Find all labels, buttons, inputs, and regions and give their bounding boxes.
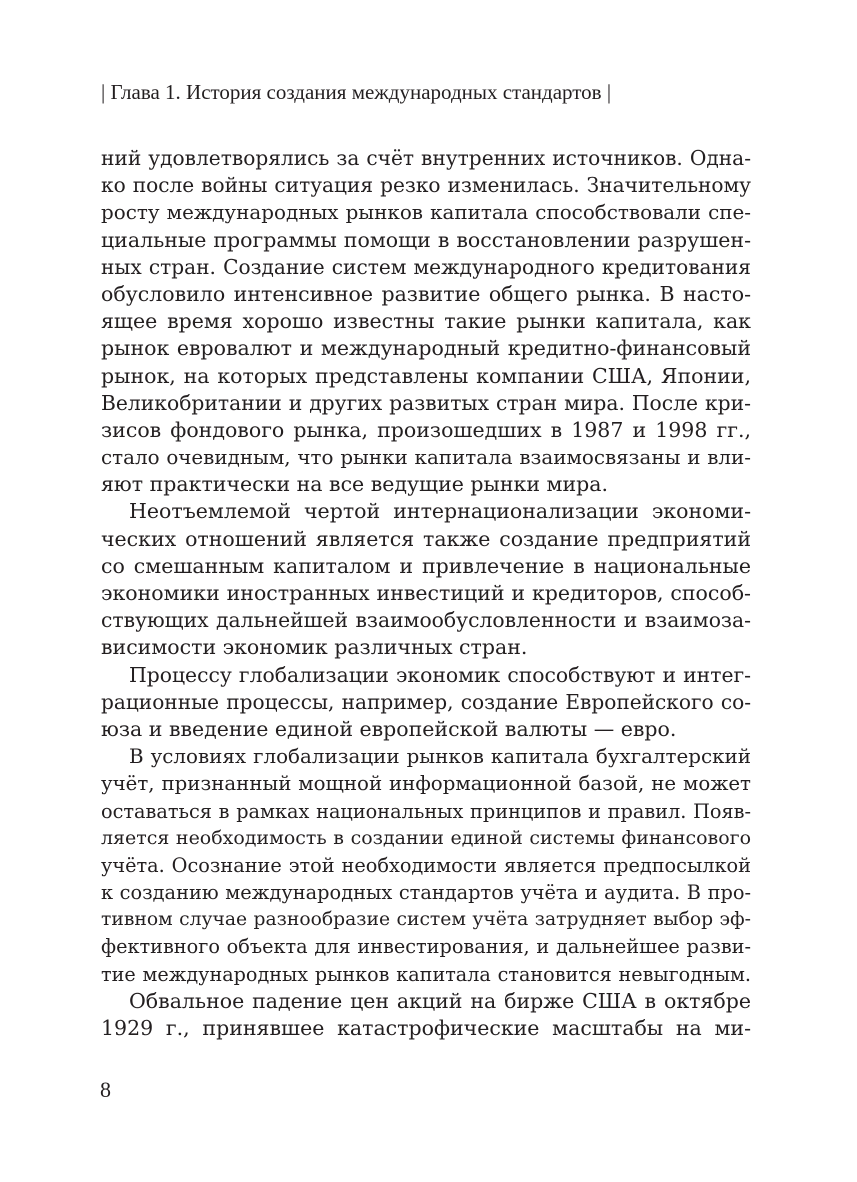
paragraph-1 xyxy=(101,145,751,498)
text-line: Процессу глобализации экономик способствуют и интег- xyxy=(129,662,751,687)
running-head: | Глава 1. История создания международных стандартов | xyxy=(101,80,612,104)
text-line: тивном случае разнообразие систем учёта затрудняет выбор эф- xyxy=(101,909,751,931)
paragraph-3 xyxy=(101,662,751,744)
text-line: учёт, признанный мощной информационной базой, не может xyxy=(101,772,751,796)
text-line: ящее время хорошо известны такие рынки капитала, как xyxy=(101,309,751,334)
text-line: обусловило интенсивное развитие общего рынка. В насто- xyxy=(101,281,751,306)
page-number: 8 xyxy=(100,1077,111,1102)
text-line: В условиях глобализации рынков капитала бухгалтерский xyxy=(129,745,751,769)
text-line: висимости экономик различных стран. xyxy=(101,635,528,660)
text-line: ко после войны ситуация резко изменилась. Значительному xyxy=(101,173,751,198)
text-line: Великобритании и других развитых стран мира. После кри- xyxy=(101,390,751,415)
text-line: зисов фондового рынка, произошедших в 1987 и 1998 гг., xyxy=(101,417,751,442)
text-line: со смешанным капиталом и привлечение в национальные xyxy=(101,553,751,578)
text-line: экономики иностранных инвестиций и кредиторов, способ- xyxy=(101,581,751,605)
text-line: ческих отношений является также создание предприятий xyxy=(101,526,751,551)
text-line: фективного объекта для инвестирования, и дальнейшее разви- xyxy=(101,935,751,959)
text-line: ляется необходимость в создании единой системы финансового xyxy=(101,826,751,849)
text-line: рынок евровалют и международный кредитно-финансовый xyxy=(101,336,751,361)
paragraph-5 xyxy=(101,988,751,1042)
text-line: ных стран. Создание систем международного кредитования xyxy=(101,254,751,279)
text-line: Неотъемлемой чертой интернационализации экономи- xyxy=(129,499,751,524)
text-line: оставаться в рамках национальных принципов и правил. Появ- xyxy=(101,799,751,823)
text-line: ний удовлетворялись за счёт внутренних источников. Одна- xyxy=(101,146,751,170)
text-line: росту международных рынков капитала способствовали спе- xyxy=(101,201,751,225)
text-line: ствующих дальнейшей взаимообусловленности и взаимоза- xyxy=(101,608,751,633)
text-line: стало очевидным, что рынки капитала взаимосвязаны и вли- xyxy=(101,446,751,470)
text-line: циальные программы помощи в восстановлении разрушен- xyxy=(101,227,751,252)
text-line: юза и введение единой европейской валюты — евро. xyxy=(101,716,677,741)
text-line: тие международных рынков капитала становится невыгодным. xyxy=(101,962,751,986)
text-line: учёта. Осознание этой необходимости является предпосылкой xyxy=(101,853,751,877)
text-line: рынок, на которых представлены компании США, Японии, xyxy=(101,363,751,388)
text-line: Обвальное падение цен акций на бирже США в октябре xyxy=(129,988,751,1013)
text-line: 1929 г., принявшее катастрофические масштабы на ми- xyxy=(101,1016,751,1040)
paragraph-2 xyxy=(101,498,751,661)
body-text xyxy=(101,145,751,1042)
text-line: рационные процессы, например, создание Европейского со- xyxy=(101,689,751,714)
text-line: к созданию международных стандартов учёта и аудита. В про- xyxy=(101,881,751,905)
text-line: яют практически на все ведущие рынки мира. xyxy=(101,472,608,497)
paragraph-4 xyxy=(101,743,751,988)
